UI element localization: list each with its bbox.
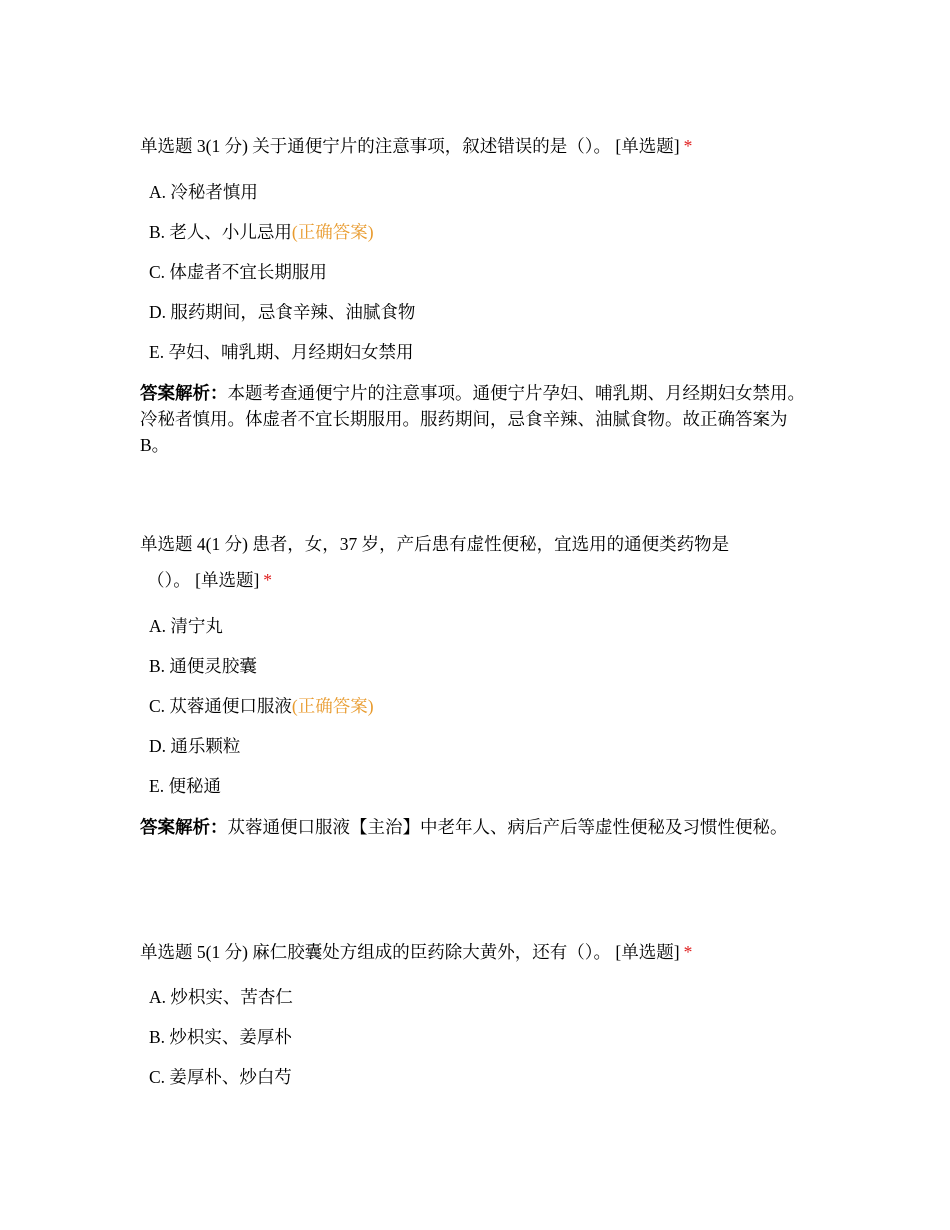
question-3-option-a[interactable]: A. 冷秘者慎用 (149, 182, 258, 202)
analysis-text: 本题考查通便宁片的注意事项。通便宁片孕妇、哺乳期、月经期妇女禁用。冷秘者慎用。体虚者不宜长期服用。服药期间，忌食辛辣、油腻食物。故正确答案为 B。 (140, 383, 805, 455)
question-4-title: 单选题 4(1 分) 患者，女，37 岁，产后患有虚性便秘，宜选用的通便类药物是 （）。 [单选题] * (140, 534, 730, 590)
required-mark: * (263, 570, 273, 590)
question-4-option-a[interactable]: A. 清宁丸 (149, 616, 223, 636)
analysis-text: 苁蓉通便口服液【主治】中老年人、病后产后等虚性便秘及习惯性便秘。 (227, 817, 788, 837)
question-5-option-c[interactable]: C. 姜厚朴、炒白芍 (149, 1067, 292, 1087)
correct-answer-label: (正确答案) (291, 222, 374, 242)
question-5-option-a[interactable]: A. 炒枳实、苦杏仁 (149, 987, 293, 1007)
question-4-option-b[interactable]: B. 通便灵胶囊 (149, 656, 257, 676)
correct-answer-label: (正确答案) (291, 696, 374, 716)
analysis-label: 答案解析： (140, 383, 228, 403)
required-mark: * (683, 942, 693, 962)
question-5-option-b[interactable]: B. 炒枳实、姜厚朴 (149, 1027, 292, 1047)
question-4-option-c[interactable]: C. 苁蓉通便口服液(正确答案) (149, 696, 374, 716)
question-3-option-e[interactable]: E. 孕妇、哺乳期、月经期妇女禁用 (149, 342, 414, 362)
question-4-option-d[interactable]: D. 通乐颗粒 (149, 736, 241, 756)
analysis-label: 答案解析： (140, 817, 228, 837)
question-3-analysis (140, 380, 815, 458)
required-mark: * (683, 136, 693, 156)
question-5-title: 单选题 5(1 分) 麻仁胶囊处方组成的臣药除大黄外，还有（）。 [单选题] * (140, 942, 693, 962)
question-4-option-e[interactable]: E. 便秘通 (149, 776, 221, 796)
question-3-option-d[interactable]: D. 服药期间，忌食辛辣、油腻食物 (149, 302, 416, 322)
question-3-option-c[interactable]: C. 体虚者不宜长期服用 (149, 262, 327, 282)
question-3-title: 单选题 3(1 分) 关于通便宁片的注意事项，叙述错误的是（）。 [单选题] * (140, 136, 693, 156)
question-3-option-b[interactable]: B. 老人、小儿忌用(正确答案) (149, 222, 374, 242)
question-4-analysis (140, 814, 815, 840)
